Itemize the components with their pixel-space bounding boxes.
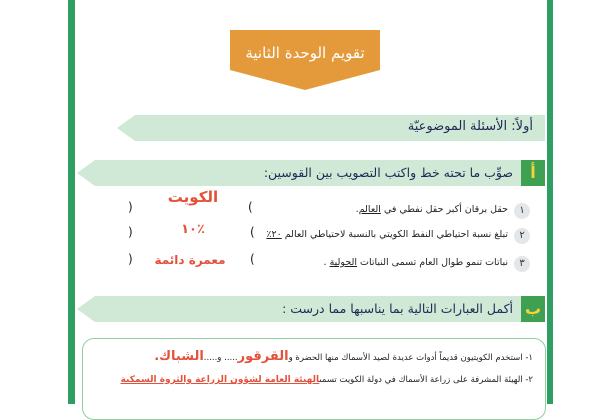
completion-line-1: ١- استخدم الكويتيون قديماً أدوات عديدة لصيد الأسماك منها الحضرة والقرقور..... و.....الشباك. xyxy=(154,349,533,364)
paren-close: ) xyxy=(128,225,133,239)
underlined-word: الحولية xyxy=(329,257,357,268)
header-arrow-shape xyxy=(77,160,95,186)
paren-close: ) xyxy=(128,252,133,266)
item-number: ١ xyxy=(514,203,530,219)
objective-questions-header xyxy=(135,115,545,141)
answer-b1-1: القرقور xyxy=(237,349,289,364)
part-a-header xyxy=(95,160,545,186)
part-b-title: أكمل العبارات التالية بما يناسبها مما درست : xyxy=(282,301,513,316)
answer-b1-2: الشباك. xyxy=(154,349,204,364)
item-number: ٣ xyxy=(514,256,530,272)
part-a-title: صوِّب ما تحته خط واكتب التصويب بين القوسين: xyxy=(263,165,513,180)
part-b-badge: ب xyxy=(521,296,545,322)
left-margin-rule xyxy=(68,0,75,404)
part-a-badge: أ xyxy=(521,160,545,186)
paren-open: ( xyxy=(250,252,255,266)
item-text: حقل برقان أكبر حقل نفطي في العالم. xyxy=(355,204,508,215)
objective-questions-title: أولاً: الأسئلة الموضوعيّة xyxy=(407,119,533,134)
header-arrow-shape xyxy=(117,115,135,141)
answer-1: الكويت xyxy=(167,188,219,206)
banner-title: تقويم الوحدة الثانية xyxy=(245,44,365,62)
completion-line-2: ٢- الهيئة المشرفة على زراعة الأسماك في دولة الكويت تسمىالهيئة العامة لشؤون الزراعة والثروة السمكية xyxy=(120,375,533,385)
item-number: ٢ xyxy=(514,228,530,244)
underlined-word: ٢٠٪ xyxy=(266,229,282,240)
completion-box xyxy=(82,338,546,420)
item-text: نباتات تنمو طوال العام تسمى النباتات الحولية . xyxy=(323,257,508,268)
right-margin-rule xyxy=(547,0,553,404)
part-b-header xyxy=(95,296,545,322)
paren-open: ( xyxy=(248,200,253,214)
item-text: تبلغ نسبة احتياطي النفط الكويتي بالنسبة لاحتياطي العالم ٢٠٪ xyxy=(266,229,508,240)
answer-3: معمرة دائمة xyxy=(154,253,226,267)
header-arrow-shape xyxy=(77,296,95,322)
underlined-word: العالم xyxy=(358,204,381,215)
unit-banner xyxy=(230,30,380,90)
paren-close: ) xyxy=(128,200,133,214)
paren-open: ( xyxy=(250,225,255,239)
answer-2: ٪١٠ xyxy=(181,222,205,237)
answer-b2: الهيئة العامة لشؤون الزراعة والثروة السمكية xyxy=(120,375,320,385)
